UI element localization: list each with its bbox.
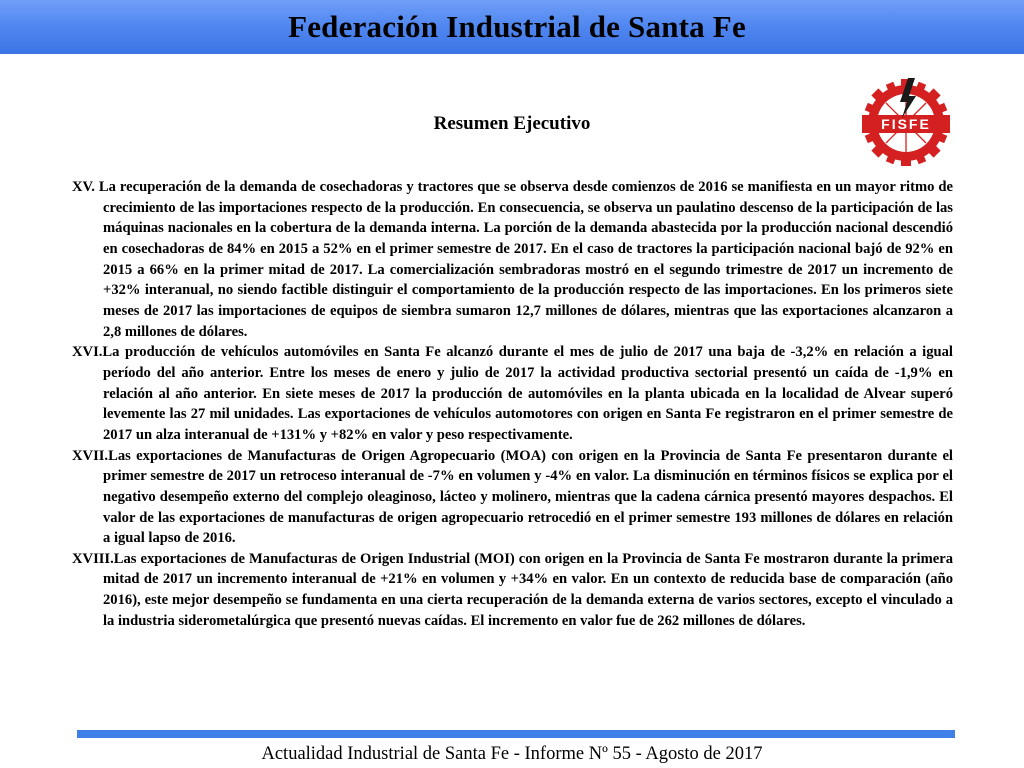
item-number: XVII. <box>72 447 109 464</box>
item-text: La producción de vehículos automóviles en Santa Fe alcanzó durante el mes de julio de 2017 una baja de -3,2% en relación a igual período del año anterior. Entre los meses de enero y julio de 2017 la actividad productiva sectorial presentó un caída de -1,9% en relación al año anterior. En siete meses de 2017 la producción de automóviles en la planta ubicada en la localidad de Alvear superó levemente las 27 mil unidades. Las exportaciones de vehículos automotores con origen en Santa Fe registraron en el primer semestre de 2017 un alza interanual de +131% y +82% en valor y peso respectivamente. <box>102 344 953 443</box>
page-title: Federación Industrial de Santa Fe <box>288 9 746 44</box>
summary-item-xvii <box>72 446 953 549</box>
footer-text: Actualidad Industrial de Santa Fe - Informe Nº 55 - Agosto de 2017 <box>261 744 763 764</box>
summary-body <box>72 177 953 631</box>
item-text: La recuperación de la demanda de cosechadoras y tractores que se observa desde comienzos de 2016 se manifiesta en un mayor ritmo de crecimiento de las importaciones respecto de la producción. En consecuencia, se observa un paulatino descenso de la participación de las máquinas nacionales en la cobertura de la demanda interna. La porción de la demanda abastecida por la producción nacional descendió en cosechadoras de 84% en 2015 a 52% en el primer semestre de 2017. En el caso de tractores la participación nacional bajó de 92% en 2015 a 66% en la primer mitad de 2017. La comercialización sembradoras mostró en el segundo trimestre de 2017 un incremento de +32% interanual, no siendo factible distinguir el comportamiento de la producción respecto de las importaciones. En los primeros siete meses de 2017 las importaciones de equipos de siembra sumaron 12,7 millones de dólares, mientras que las exportaciones alcanzaron a 2,8 millones de dólares. <box>98 179 954 340</box>
item-number: XVI. <box>72 344 103 361</box>
item-text: Las exportaciones de Manufacturas de Origen Industrial (MOI) con origen en la Provincia de Santa Fe mostraron durante la primera mitad de 2017 un incremento interanual de +21% en volumen y +34% en valor. En un contexto de reducida base de comparación (año 2016), este mejor desempeño se fundamenta en una cierta recuperación de la demanda externa de varios sectores, excepto el vinculado a la industria siderometalúrgica que presentó nuevas caídas. El incremento en valor fue de 262 millones de dólares. <box>103 550 953 629</box>
item-number: XV. <box>72 179 95 195</box>
summary-item-xviii <box>72 549 953 632</box>
footer-divider <box>77 730 955 738</box>
header-bar <box>0 0 1024 54</box>
summary-item-xvi <box>72 342 953 445</box>
section-subtitle: Resumen Ejecutivo <box>433 113 591 134</box>
summary-item-xv <box>72 177 953 342</box>
logo-text: FISFE <box>881 116 931 132</box>
item-text: Las exportaciones de Manufacturas de Origen Agropecuario (MOA) con origen en la Provincia de Santa Fe presentaron durante el primer semestre de 2017 un retroceso interanual de -7% en volumen y -4% en valor. La disminución en términos físicos se explica por el negativo desempeño externo del complejo oleaginoso, lácteo y molinero, mientras que la cadena cárnica presentó mayores despachos. El valor de las exportaciones de manufacturas de origen agropecuario retrocedió en el primer semestre 193 millones de dólares en relación a igual lapso de 2016. <box>103 447 953 547</box>
item-number: XVIII. <box>72 550 114 567</box>
